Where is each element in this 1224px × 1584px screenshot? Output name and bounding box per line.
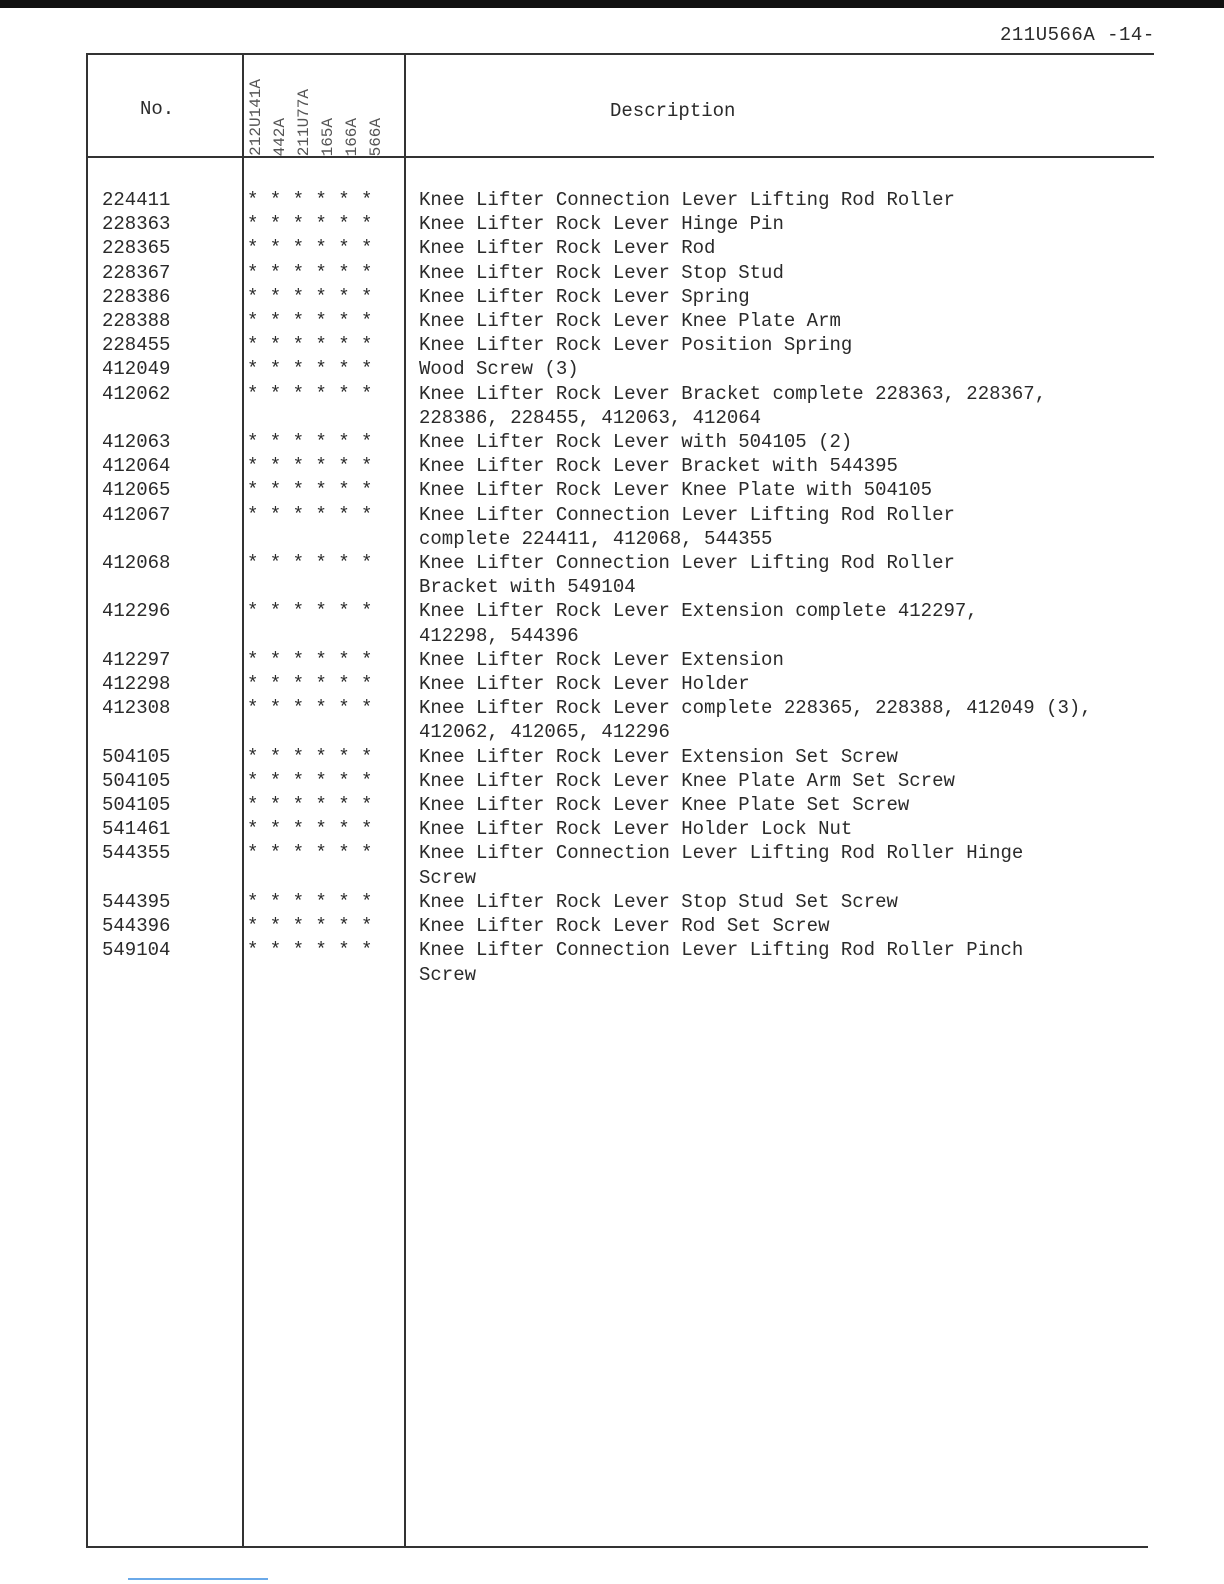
table-top-rule [86, 53, 1154, 55]
table-row [0, 817, 1224, 841]
part-description: Knee Lifter Connection Lever Lifting Rod Roller Pinch Screw [419, 939, 1024, 986]
part-description: Knee Lifter Rock Lever Stop Stud Set Screw [419, 890, 898, 913]
top-scan-border [0, 0, 1224, 8]
part-number: 224411 [102, 189, 171, 211]
part-description: Knee Lifter Connection Lever Lifting Rod Roller complete 224411, 412068, 544355 [419, 503, 955, 550]
model-header: 442A [271, 117, 289, 156]
part-number: 412063 [102, 431, 171, 454]
model-marks: * * * * * * [247, 213, 373, 236]
part-description: Knee Lifter Connection Lever Lifting Rod Roller Bracket with 549104 [419, 552, 955, 599]
part-number: 412298 [102, 673, 171, 696]
table-row [0, 599, 1224, 647]
model-header: 211U77A [295, 88, 313, 156]
part-description: Wood Screw (3) [419, 358, 579, 381]
model-marks: * * * * * * [247, 310, 373, 333]
part-number: 228388 [102, 310, 171, 333]
part-description: Knee Lifter Rock Lever Bracket complete 228363, 228367, 228386, 228455, 412063, 412064 [419, 382, 1047, 429]
part-description: Knee Lifter Rock Lever Knee Plate with 504105 [419, 479, 933, 502]
part-number: 541461 [102, 818, 171, 841]
table-row [0, 333, 1224, 357]
model-marks: * * * * * * [247, 794, 373, 817]
table-row [0, 551, 1224, 599]
table-row [0, 454, 1224, 478]
column-header-no: No. [140, 98, 175, 120]
model-marks: * * * * * * [247, 842, 373, 865]
part-description: Knee Lifter Rock Lever Knee Plate Arm [419, 310, 841, 333]
part-description: Knee Lifter Rock Lever Extension Set Screw [419, 745, 898, 768]
part-number: 228386 [102, 285, 171, 308]
part-number: 412062 [102, 382, 171, 405]
part-description: Knee Lifter Rock Lever Knee Plate Arm Set Screw [419, 769, 955, 792]
part-description: Knee Lifter Rock Lever Bracket with 544395 [419, 455, 898, 478]
table-row [0, 382, 1224, 430]
table-row [0, 890, 1224, 914]
bottom-edge-mark [128, 1578, 268, 1580]
model-marks: * * * * * * [247, 431, 373, 454]
table-row [0, 236, 1224, 260]
model-marks: * * * * * * [247, 358, 373, 381]
model-header: 566A [367, 117, 385, 156]
table-bottom-rule [86, 1546, 1148, 1548]
table-row [0, 357, 1224, 381]
table-row [0, 745, 1224, 769]
part-number: 544355 [102, 842, 171, 865]
table-row [0, 793, 1224, 817]
model-marks: * * * * * * [247, 189, 373, 211]
part-description: Knee Lifter Rock Lever Extension [419, 648, 784, 671]
model-marks: * * * * * * [247, 552, 373, 575]
part-number: 412064 [102, 455, 171, 478]
model-marks: * * * * * * [247, 915, 373, 938]
table-row [0, 212, 1224, 236]
table-row [0, 478, 1224, 502]
model-marks: * * * * * * [247, 479, 373, 502]
part-number: 544396 [102, 915, 171, 938]
part-description: Knee Lifter Rock Lever with 504105 (2) [419, 431, 853, 454]
model-marks: * * * * * * [247, 600, 373, 623]
part-number: 228455 [102, 334, 171, 357]
model-marks: * * * * * * [247, 455, 373, 478]
part-number: 549104 [102, 939, 171, 962]
part-number: 228363 [102, 213, 171, 236]
model-marks: * * * * * * [247, 939, 373, 962]
part-description: Knee Lifter Rock Lever Hinge Pin [419, 213, 784, 236]
model-marks: * * * * * * [247, 697, 373, 720]
model-marks: * * * * * * [247, 890, 373, 913]
table-row [0, 914, 1224, 938]
table-row [0, 430, 1224, 454]
part-number: 412067 [102, 503, 171, 526]
table-row [0, 938, 1224, 986]
part-description: Knee Lifter Rock Lever complete 228365, 228388, 412049 (3), 412062, 412065, 412296 [419, 697, 1092, 744]
table-row [0, 285, 1224, 309]
part-number: 544395 [102, 890, 171, 913]
part-number: 504105 [102, 745, 171, 768]
part-description: Knee Lifter Connection Lever Lifting Rod Roller [419, 189, 955, 211]
model-marks: * * * * * * [247, 818, 373, 841]
part-description: Knee Lifter Rock Lever Holder [419, 673, 750, 696]
part-number: 504105 [102, 794, 171, 817]
table-row [0, 648, 1224, 672]
column-header-description: Description [610, 100, 736, 122]
table-row [0, 188, 1224, 212]
model-marks: * * * * * * [247, 503, 373, 526]
model-marks: * * * * * * [247, 285, 373, 308]
model-marks: * * * * * * [247, 745, 373, 768]
part-number: 228365 [102, 237, 171, 260]
model-header: 165A [319, 117, 337, 156]
part-description: Knee Lifter Rock Lever Stop Stud [419, 261, 784, 284]
part-description: Knee Lifter Connection Lever Lifting Rod Roller Hinge Screw [419, 842, 1024, 889]
model-marks: * * * * * * [247, 237, 373, 260]
table-row [0, 672, 1224, 696]
page-reference: 211U566A -14- [1000, 24, 1155, 46]
model-marks: * * * * * * [247, 261, 373, 284]
part-number: 412068 [102, 552, 171, 575]
model-marks: * * * * * * [247, 648, 373, 671]
table-row [0, 309, 1224, 333]
model-marks: * * * * * * [247, 382, 373, 405]
header-bottom-rule [86, 156, 1154, 158]
table-row [0, 696, 1224, 744]
part-description: Knee Lifter Rock Lever Position Spring [419, 334, 853, 357]
part-number: 504105 [102, 769, 171, 792]
part-description: Knee Lifter Rock Lever Extension complete 412297, 412298, 544396 [419, 600, 978, 647]
model-header: 166A [343, 117, 361, 156]
part-description: Knee Lifter Rock Lever Spring [419, 285, 750, 308]
part-description: Knee Lifter Rock Lever Rod Set Screw [419, 915, 830, 938]
table-row [0, 769, 1224, 793]
part-number: 412296 [102, 600, 171, 623]
model-header: 212U141A [247, 79, 265, 156]
model-marks: * * * * * * [247, 334, 373, 357]
table-row [0, 503, 1224, 551]
table-row [0, 841, 1224, 889]
part-number: 412065 [102, 479, 171, 502]
part-number: 412308 [102, 697, 171, 720]
part-description: Knee Lifter Rock Lever Rod [419, 237, 716, 260]
part-description: Knee Lifter Rock Lever Knee Plate Set Screw [419, 794, 910, 817]
model-marks: * * * * * * [247, 673, 373, 696]
table-row [0, 261, 1224, 285]
part-number: 412297 [102, 648, 171, 671]
column-header-models [244, 56, 404, 156]
parts-list [0, 188, 1224, 987]
part-number: 412049 [102, 358, 171, 381]
model-marks: * * * * * * [247, 769, 373, 792]
part-description: Knee Lifter Rock Lever Holder Lock Nut [419, 818, 853, 841]
part-number: 228367 [102, 261, 171, 284]
